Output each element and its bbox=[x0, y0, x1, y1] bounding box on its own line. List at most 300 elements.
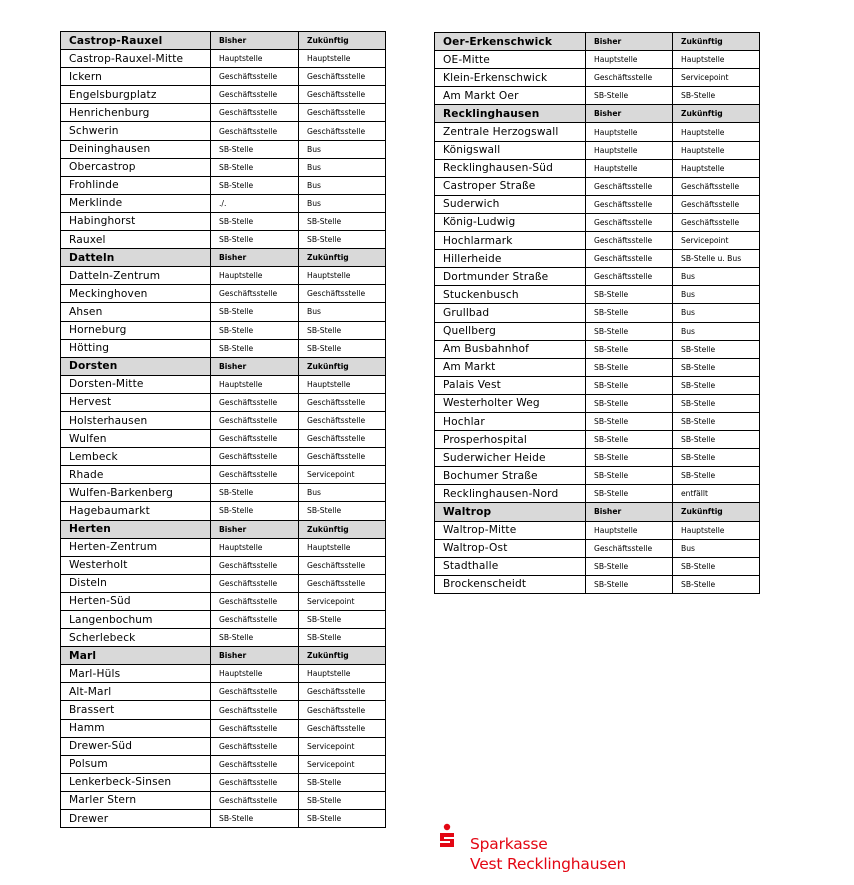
branch-row bbox=[61, 267, 386, 285]
branch-row bbox=[61, 592, 386, 610]
branch-type-current: Geschäftsstelle bbox=[211, 611, 299, 629]
branch-name: Herten-Zentrum bbox=[61, 538, 211, 556]
branch-type-future: Hauptstelle bbox=[673, 159, 760, 177]
header-bisher: Bisher bbox=[211, 357, 299, 375]
branch-row bbox=[61, 448, 386, 466]
branch-type-current: SB-Stelle bbox=[586, 87, 673, 105]
branch-name: Drewer-Süd bbox=[61, 737, 211, 755]
branch-name: Marler Stern bbox=[61, 791, 211, 809]
branch-type-future: Geschäftsstelle bbox=[673, 213, 760, 231]
branch-type-current: SB-Stelle bbox=[211, 303, 299, 321]
branch-type-future: Servicepoint bbox=[299, 755, 386, 773]
branch-name: Brockenscheidt bbox=[435, 575, 586, 593]
branch-row bbox=[61, 176, 386, 194]
branch-name: Westerholt bbox=[61, 556, 211, 574]
branch-type-current: SB-Stelle bbox=[211, 231, 299, 249]
branch-type-current: SB-Stelle bbox=[586, 286, 673, 304]
branch-type-future: Hauptstelle bbox=[673, 521, 760, 539]
branch-name: Marl-Hüls bbox=[61, 665, 211, 683]
branch-type-current: Hauptstelle bbox=[211, 267, 299, 285]
branch-name: Lenkerbeck-Sinsen bbox=[61, 773, 211, 791]
branch-type-future: Geschäftsstelle bbox=[299, 683, 386, 701]
branch-row bbox=[61, 791, 386, 809]
branch-type-current: Geschäftsstelle bbox=[211, 773, 299, 791]
branch-type-current: Hauptstelle bbox=[586, 141, 673, 159]
branch-type-future: SB-Stelle bbox=[299, 791, 386, 809]
branch-name: Schwerin bbox=[61, 122, 211, 140]
branch-row bbox=[435, 195, 760, 213]
branch-type-current: Geschäftsstelle bbox=[586, 268, 673, 286]
branch-name: Quellberg bbox=[435, 322, 586, 340]
branch-type-future: SB-Stelle bbox=[673, 557, 760, 575]
branch-name: Deininghausen bbox=[61, 140, 211, 158]
branch-type-current: Geschäftsstelle bbox=[211, 683, 299, 701]
branch-type-future: SB-Stelle u. Bus bbox=[673, 250, 760, 268]
branch-row bbox=[61, 574, 386, 592]
branch-type-future: Servicepoint bbox=[299, 592, 386, 610]
branch-type-current: Hauptstelle bbox=[211, 50, 299, 68]
branch-name: Am Busbahnhof bbox=[435, 340, 586, 358]
branch-name: Hervest bbox=[61, 393, 211, 411]
branch-row bbox=[61, 755, 386, 773]
branch-row bbox=[61, 393, 386, 411]
branch-type-future: Servicepoint bbox=[299, 737, 386, 755]
city-header-row bbox=[61, 647, 386, 665]
branch-type-future: Geschäftsstelle bbox=[299, 122, 386, 140]
branch-type-current: Geschäftsstelle bbox=[211, 411, 299, 429]
city-name: Datteln bbox=[61, 249, 211, 267]
branch-type-future: Bus bbox=[299, 194, 386, 212]
branch-name: Waltrop-Ost bbox=[435, 539, 586, 557]
branch-type-future: SB-Stelle bbox=[673, 467, 760, 485]
branch-type-future: Hauptstelle bbox=[299, 375, 386, 393]
branch-row bbox=[435, 575, 760, 593]
branch-name: Rhade bbox=[61, 466, 211, 484]
branch-name: Polsum bbox=[61, 755, 211, 773]
branch-type-future: Servicepoint bbox=[299, 466, 386, 484]
branch-name: Engelsburgplatz bbox=[61, 86, 211, 104]
branch-type-future: Geschäftsstelle bbox=[299, 719, 386, 737]
branch-row bbox=[435, 485, 760, 503]
branch-row bbox=[61, 629, 386, 647]
branch-type-current: SB-Stelle bbox=[211, 810, 299, 828]
branch-name: Zentrale Herzogswall bbox=[435, 123, 586, 141]
city-header-row bbox=[61, 357, 386, 375]
city-header-row bbox=[435, 503, 760, 521]
branch-type-future: Geschäftsstelle bbox=[299, 448, 386, 466]
branch-type-future: Bus bbox=[673, 304, 760, 322]
branch-type-future: Geschäftsstelle bbox=[673, 195, 760, 213]
branch-name: Hochlarmark bbox=[435, 232, 586, 250]
branch-name: Merklinde bbox=[61, 194, 211, 212]
branch-row bbox=[435, 412, 760, 430]
city-name: Oer-Erkenschwick bbox=[435, 33, 586, 51]
branch-name: Klein-Erkenschwick bbox=[435, 69, 586, 87]
city-header-row bbox=[61, 249, 386, 267]
branch-row bbox=[61, 466, 386, 484]
branch-type-future: SB-Stelle bbox=[299, 773, 386, 791]
left-table-body bbox=[61, 32, 386, 828]
city-name: Recklinghausen bbox=[435, 105, 586, 123]
branch-name: Henrichenburg bbox=[61, 104, 211, 122]
branch-row bbox=[435, 376, 760, 394]
branch-type-current: SB-Stelle bbox=[586, 467, 673, 485]
header-zukuenftig: Zukünftig bbox=[299, 520, 386, 538]
branch-name: OE-Mitte bbox=[435, 51, 586, 69]
branch-type-current: SB-Stelle bbox=[586, 431, 673, 449]
header-zukuenftig: Zukünftig bbox=[299, 647, 386, 665]
branch-type-future: Bus bbox=[673, 322, 760, 340]
header-zukuenftig: Zukünftig bbox=[299, 249, 386, 267]
branch-row bbox=[435, 159, 760, 177]
branch-name: Castroper Straße bbox=[435, 177, 586, 195]
branch-type-future: Hauptstelle bbox=[673, 141, 760, 159]
branch-type-future: SB-Stelle bbox=[299, 339, 386, 357]
branch-type-future: Servicepoint bbox=[673, 232, 760, 250]
branch-row bbox=[435, 304, 760, 322]
branch-row bbox=[61, 683, 386, 701]
branch-type-current: Geschäftsstelle bbox=[211, 592, 299, 610]
branch-type-current: Geschäftsstelle bbox=[211, 701, 299, 719]
branch-type-future: Geschäftsstelle bbox=[299, 556, 386, 574]
branch-type-current: SB-Stelle bbox=[211, 176, 299, 194]
branch-name: Grullbad bbox=[435, 304, 586, 322]
branch-type-current: Geschäftsstelle bbox=[211, 430, 299, 448]
branch-row bbox=[61, 140, 386, 158]
branch-row bbox=[61, 665, 386, 683]
branch-type-current: SB-Stelle bbox=[211, 212, 299, 230]
branch-name: Drewer bbox=[61, 810, 211, 828]
branch-row bbox=[435, 358, 760, 376]
branch-type-future: Hauptstelle bbox=[299, 665, 386, 683]
branch-name: Recklinghausen-Süd bbox=[435, 159, 586, 177]
branch-name: Langenbochum bbox=[61, 611, 211, 629]
branch-type-future: Bus bbox=[299, 303, 386, 321]
branch-type-current: Geschäftsstelle bbox=[211, 393, 299, 411]
branch-row bbox=[61, 68, 386, 86]
branch-type-current: SB-Stelle bbox=[586, 304, 673, 322]
city-name: Dorsten bbox=[61, 357, 211, 375]
header-bisher: Bisher bbox=[586, 503, 673, 521]
header-bisher: Bisher bbox=[586, 33, 673, 51]
branch-row bbox=[61, 122, 386, 140]
branch-row bbox=[61, 194, 386, 212]
branch-row bbox=[435, 286, 760, 304]
branch-type-future: Bus bbox=[299, 176, 386, 194]
branch-name: König-Ludwig bbox=[435, 213, 586, 231]
branch-name: Datteln-Zentrum bbox=[61, 267, 211, 285]
city-header-row bbox=[435, 105, 760, 123]
branch-name: Lembeck bbox=[61, 448, 211, 466]
branch-row bbox=[435, 431, 760, 449]
branch-type-future: Hauptstelle bbox=[673, 51, 760, 69]
header-bisher: Bisher bbox=[211, 647, 299, 665]
branch-type-future: Hauptstelle bbox=[299, 50, 386, 68]
branch-type-current: Geschäftsstelle bbox=[211, 68, 299, 86]
branch-name: Dortmunder Straße bbox=[435, 268, 586, 286]
branch-type-current: Geschäftsstelle bbox=[586, 539, 673, 557]
branch-name: Frohlinde bbox=[61, 176, 211, 194]
branch-type-current: Hauptstelle bbox=[586, 123, 673, 141]
header-zukuenftig: Zukünftig bbox=[299, 32, 386, 50]
branch-row bbox=[61, 303, 386, 321]
branch-type-current: ./. bbox=[211, 194, 299, 212]
branch-name: Castrop-Rauxel-Mitte bbox=[61, 50, 211, 68]
branch-row bbox=[61, 556, 386, 574]
branch-row bbox=[435, 268, 760, 286]
branch-type-current: Geschäftsstelle bbox=[586, 232, 673, 250]
branch-name: Hötting bbox=[61, 339, 211, 357]
branch-row bbox=[61, 86, 386, 104]
branch-type-current: Geschäftsstelle bbox=[211, 556, 299, 574]
branch-type-future: SB-Stelle bbox=[299, 502, 386, 520]
branch-row bbox=[435, 340, 760, 358]
branch-type-future: Geschäftsstelle bbox=[299, 68, 386, 86]
branch-type-future: SB-Stelle bbox=[299, 212, 386, 230]
branch-type-current: Geschäftsstelle bbox=[211, 448, 299, 466]
branch-name: Palais Vest bbox=[435, 376, 586, 394]
branch-type-future: SB-Stelle bbox=[299, 810, 386, 828]
branch-type-current: Geschäftsstelle bbox=[211, 122, 299, 140]
branch-name: Am Markt bbox=[435, 358, 586, 376]
branch-type-future: SB-Stelle bbox=[299, 231, 386, 249]
branch-name: Königswall bbox=[435, 141, 586, 159]
branch-name: Brassert bbox=[61, 701, 211, 719]
branch-row bbox=[61, 719, 386, 737]
branch-type-future: SB-Stelle bbox=[673, 376, 760, 394]
branch-type-current: SB-Stelle bbox=[211, 484, 299, 502]
branch-name: Waltrop-Mitte bbox=[435, 521, 586, 539]
branch-name: Rauxel bbox=[61, 231, 211, 249]
branch-row bbox=[61, 411, 386, 429]
branch-name: Ahsen bbox=[61, 303, 211, 321]
branch-row bbox=[61, 810, 386, 828]
branch-row bbox=[435, 69, 760, 87]
branch-row bbox=[435, 449, 760, 467]
branch-row bbox=[435, 322, 760, 340]
branch-type-current: Geschäftsstelle bbox=[586, 213, 673, 231]
branch-type-current: Geschäftsstelle bbox=[211, 86, 299, 104]
branch-type-future: Geschäftsstelle bbox=[299, 411, 386, 429]
branch-row bbox=[435, 141, 760, 159]
branch-type-current: Geschäftsstelle bbox=[211, 104, 299, 122]
branch-type-current: SB-Stelle bbox=[586, 449, 673, 467]
branch-type-future: Geschäftsstelle bbox=[299, 104, 386, 122]
branch-type-current: Hauptstelle bbox=[586, 521, 673, 539]
branch-type-future: Bus bbox=[299, 158, 386, 176]
branch-row bbox=[435, 87, 760, 105]
header-bisher: Bisher bbox=[211, 32, 299, 50]
branch-name: Suderwicher Heide bbox=[435, 449, 586, 467]
branch-name: Obercastrop bbox=[61, 158, 211, 176]
city-name: Castrop-Rauxel bbox=[61, 32, 211, 50]
branch-type-future: entfällt bbox=[673, 485, 760, 503]
branch-type-future: Bus bbox=[299, 484, 386, 502]
branch-type-current: SB-Stelle bbox=[586, 358, 673, 376]
branch-type-future: SB-Stelle bbox=[673, 431, 760, 449]
branch-row bbox=[61, 611, 386, 629]
branch-type-current: Geschäftsstelle bbox=[211, 791, 299, 809]
right-table-body bbox=[435, 33, 760, 594]
branch-row bbox=[435, 51, 760, 69]
branch-name: Alt-Marl bbox=[61, 683, 211, 701]
branch-row bbox=[435, 250, 760, 268]
branch-row bbox=[61, 375, 386, 393]
branch-row bbox=[61, 50, 386, 68]
branch-row bbox=[61, 484, 386, 502]
city-name: Waltrop bbox=[435, 503, 586, 521]
branch-type-current: SB-Stelle bbox=[586, 412, 673, 430]
sparkasse-logo bbox=[437, 823, 657, 878]
branch-row bbox=[61, 158, 386, 176]
branch-type-current: SB-Stelle bbox=[586, 485, 673, 503]
branch-row bbox=[435, 123, 760, 141]
branch-row bbox=[435, 177, 760, 195]
branch-name: Scherlebeck bbox=[61, 629, 211, 647]
branch-type-future: Bus bbox=[673, 268, 760, 286]
branch-type-future: Servicepoint bbox=[673, 69, 760, 87]
branch-type-current: Geschäftsstelle bbox=[211, 574, 299, 592]
branch-type-current: SB-Stelle bbox=[586, 394, 673, 412]
branch-row bbox=[435, 232, 760, 250]
branch-name: Holsterhausen bbox=[61, 411, 211, 429]
branch-type-future: Geschäftsstelle bbox=[299, 86, 386, 104]
branch-type-current: SB-Stelle bbox=[211, 629, 299, 647]
header-zukuenftig: Zukünftig bbox=[299, 357, 386, 375]
branch-row bbox=[61, 321, 386, 339]
branch-row bbox=[435, 557, 760, 575]
branch-type-future: Hauptstelle bbox=[299, 267, 386, 285]
branch-type-future: SB-Stelle bbox=[673, 358, 760, 376]
branch-row bbox=[61, 104, 386, 122]
branch-type-current: Geschäftsstelle bbox=[586, 195, 673, 213]
branch-type-current: Hauptstelle bbox=[586, 159, 673, 177]
branch-row bbox=[435, 213, 760, 231]
branch-type-current: Hauptstelle bbox=[211, 665, 299, 683]
branch-type-future: SB-Stelle bbox=[673, 575, 760, 593]
branch-type-future: Hauptstelle bbox=[673, 123, 760, 141]
city-header-row bbox=[61, 520, 386, 538]
branch-type-future: Geschäftsstelle bbox=[673, 177, 760, 195]
branch-name: Suderwich bbox=[435, 195, 586, 213]
branch-type-future: SB-Stelle bbox=[673, 412, 760, 430]
branch-type-future: Geschäftsstelle bbox=[299, 430, 386, 448]
branch-name: Herten-Süd bbox=[61, 592, 211, 610]
branch-row bbox=[61, 701, 386, 719]
branch-type-current: SB-Stelle bbox=[586, 575, 673, 593]
branch-row bbox=[435, 394, 760, 412]
branch-name: Dorsten-Mitte bbox=[61, 375, 211, 393]
branch-row bbox=[61, 231, 386, 249]
branch-name: Am Markt Oer bbox=[435, 87, 586, 105]
branch-row bbox=[61, 212, 386, 230]
branch-name: Disteln bbox=[61, 574, 211, 592]
branch-type-future: SB-Stelle bbox=[673, 340, 760, 358]
branch-name: Stadthalle bbox=[435, 557, 586, 575]
branch-name: Horneburg bbox=[61, 321, 211, 339]
branch-type-current: SB-Stelle bbox=[211, 339, 299, 357]
branch-row bbox=[61, 773, 386, 791]
branch-type-current: Geschäftsstelle bbox=[586, 250, 673, 268]
branch-row bbox=[61, 538, 386, 556]
branch-name: Meckinghoven bbox=[61, 285, 211, 303]
city-name: Marl bbox=[61, 647, 211, 665]
branch-name: Bochumer Straße bbox=[435, 467, 586, 485]
branch-type-current: SB-Stelle bbox=[586, 557, 673, 575]
branch-name: Hillerheide bbox=[435, 250, 586, 268]
branch-name: Recklinghausen-Nord bbox=[435, 485, 586, 503]
header-zukuenftig: Zukünftig bbox=[673, 33, 760, 51]
branch-type-future: Geschäftsstelle bbox=[299, 393, 386, 411]
branch-type-current: Geschäftsstelle bbox=[211, 719, 299, 737]
branch-type-current: Geschäftsstelle bbox=[586, 177, 673, 195]
branch-row bbox=[435, 539, 760, 557]
header-bisher: Bisher bbox=[211, 520, 299, 538]
branch-row bbox=[61, 339, 386, 357]
branch-type-future: SB-Stelle bbox=[673, 394, 760, 412]
branch-type-future: SB-Stelle bbox=[673, 449, 760, 467]
branch-type-future: SB-Stelle bbox=[299, 611, 386, 629]
branch-row bbox=[435, 467, 760, 485]
branch-name: Ickern bbox=[61, 68, 211, 86]
branch-type-current: Hauptstelle bbox=[211, 375, 299, 393]
header-bisher: Bisher bbox=[211, 249, 299, 267]
branch-type-current: SB-Stelle bbox=[586, 340, 673, 358]
branch-type-future: SB-Stelle bbox=[299, 321, 386, 339]
branch-name: Hagebaumarkt bbox=[61, 502, 211, 520]
branch-type-current: Geschäftsstelle bbox=[211, 466, 299, 484]
branch-type-future: Bus bbox=[299, 140, 386, 158]
header-bisher: Bisher bbox=[586, 105, 673, 123]
branch-type-future: SB-Stelle bbox=[299, 629, 386, 647]
branch-name: Hamm bbox=[61, 719, 211, 737]
branch-row bbox=[61, 502, 386, 520]
branch-row bbox=[435, 521, 760, 539]
branch-type-future: Bus bbox=[673, 286, 760, 304]
branch-type-future: Geschäftsstelle bbox=[299, 285, 386, 303]
city-header-row bbox=[435, 33, 760, 51]
branch-type-current: SB-Stelle bbox=[211, 321, 299, 339]
logo-line-2: Vest Recklinghausen bbox=[470, 855, 627, 873]
branch-type-current: SB-Stelle bbox=[586, 322, 673, 340]
branch-name: Prosperhospital bbox=[435, 431, 586, 449]
branch-type-future: Hauptstelle bbox=[299, 538, 386, 556]
branch-type-current: Geschäftsstelle bbox=[586, 69, 673, 87]
branch-type-current: Geschäftsstelle bbox=[211, 755, 299, 773]
header-zukuenftig: Zukünftig bbox=[673, 105, 760, 123]
branch-row bbox=[61, 737, 386, 755]
branch-type-future: Geschäftsstelle bbox=[299, 574, 386, 592]
branch-type-future: SB-Stelle bbox=[673, 87, 760, 105]
branch-type-future: Bus bbox=[673, 539, 760, 557]
branch-name: Habinghorst bbox=[61, 212, 211, 230]
sparkasse-s-icon bbox=[437, 823, 457, 853]
branch-type-current: Geschäftsstelle bbox=[211, 285, 299, 303]
branch-type-current: SB-Stelle bbox=[211, 140, 299, 158]
branch-type-current: SB-Stelle bbox=[211, 158, 299, 176]
branch-table-left bbox=[60, 31, 386, 828]
logo-line-1: Sparkasse bbox=[470, 835, 548, 853]
branch-name: Wulfen bbox=[61, 430, 211, 448]
header-zukuenftig: Zukünftig bbox=[673, 503, 760, 521]
branch-type-current: SB-Stelle bbox=[586, 376, 673, 394]
branch-table-right bbox=[434, 32, 760, 594]
branch-name: Westerholter Weg bbox=[435, 394, 586, 412]
branch-type-current: Hauptstelle bbox=[586, 51, 673, 69]
branch-row bbox=[61, 430, 386, 448]
branch-row bbox=[61, 285, 386, 303]
city-header-row bbox=[61, 32, 386, 50]
